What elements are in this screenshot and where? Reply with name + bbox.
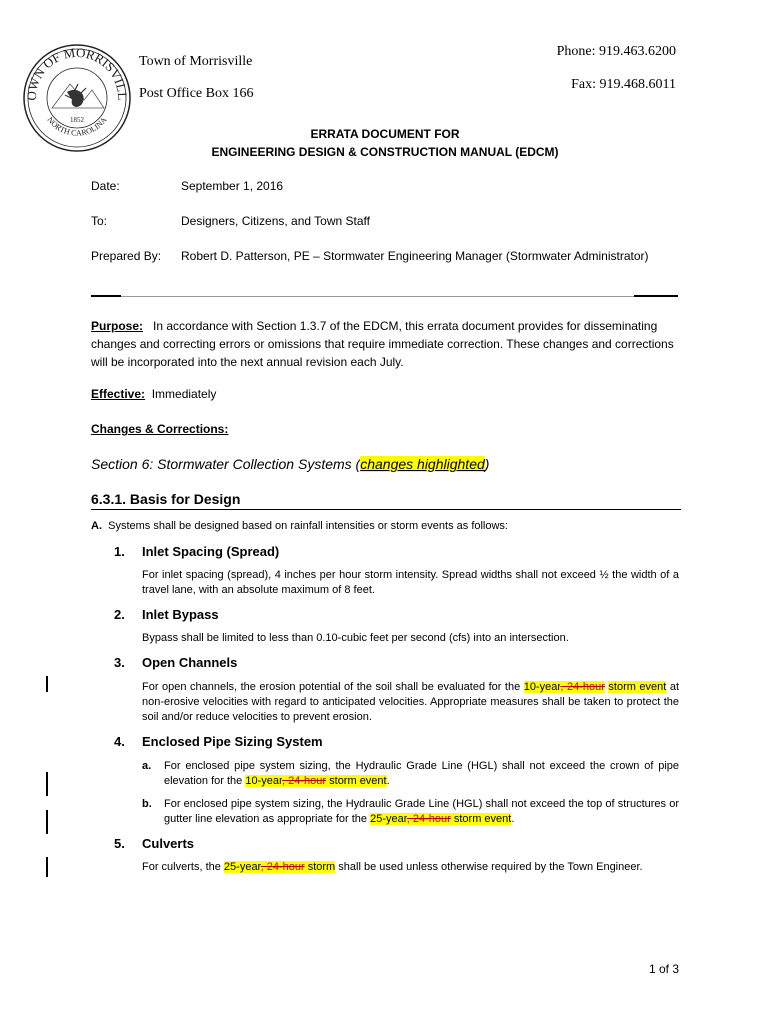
date-label: Date: [91,179,120,193]
item4a-highlight-1: 10-year [245,775,283,787]
item5-text [142,860,679,875]
date-row [91,179,283,193]
section-title-prefix: Section 6: Stormwater Collection Systems ( [91,456,361,472]
prepared-label: Prepared By: [91,249,162,263]
item3-deleted: , 24-hour [560,681,605,693]
item4b-end: . [511,813,515,825]
separator-line-right [634,295,678,297]
page-number: 1 of 3 [648,962,679,976]
prepared-value: Robert D. Patterson, PE – Stormwater Engineering Manager (Stormwater Administrator) [181,249,649,263]
section-title [91,456,489,472]
separator-line-left [91,295,121,297]
item2-text: Bypass shall be limited to less than 0.10-cubic feet per second (cfs) into an intersection. [142,632,569,644]
item5-title: Culverts [142,836,195,851]
separator-line [91,296,678,297]
po-box: Post Office Box 166 [139,86,254,101]
to-row [91,214,370,228]
phone: Phone: 919.463.6200 [556,44,676,59]
change-bar [46,810,48,834]
seal-top-text: OWN OF MORRISVILL [23,44,131,101]
item4a-end: . [386,775,390,787]
section-title-highlight: changes highlighted [360,456,485,472]
change-bar [46,676,48,692]
item-a-text: Systems shall be designed based on rainfall intensities or storm events as follows: [108,520,508,532]
item5-deleted: , 24-hour [260,861,305,873]
item4a-text-main: For enclosed pipe system sizing, the Hydraulic Grade Line (HGL) shall not exceed the crown of pipe elevation for the [164,760,679,787]
item4a-text [164,759,679,789]
title-line2: ENGINEERING DESIGN & CONSTRUCTION MANUAL (EDCM) [211,145,559,159]
seal-year: 1852 [70,116,84,124]
seal-bottom-text: NORTH CAROLINA [45,115,109,138]
title-line1: ERRATA DOCUMENT FOR [310,127,460,141]
prepared-row [91,249,649,263]
item4b-highlight-2: storm event [450,813,512,825]
item4a-label: a. [142,760,152,772]
item5-text-a: For culverts, the [142,861,224,873]
item5-highlight-2: storm [304,861,336,873]
item4b-highlight-1: 25-year [370,813,407,825]
item-a [91,519,508,534]
item5-text-b: shall be used unless otherwise required by the Town Engineer. [335,861,643,873]
item1-title: Inlet Spacing (Spread) [142,544,280,559]
to-value: Designers, Citizens, and Town Staff [181,214,370,228]
item2-num: 2. [114,607,125,622]
effective-row [91,387,216,401]
change-bar [46,772,48,796]
item4b-deleted: , 24-hour [406,813,451,825]
item4b-text-main: For enclosed pipe system sizing, the Hydraulic Grade Line (HGL) shall not exceed the top of structures or gutter line elevation as appropriate for the [164,798,679,825]
item4b-label: b. [142,798,152,810]
item1-num: 1. [114,544,125,559]
item4b-text [164,797,679,827]
purpose-text: In accordance with Section 1.3.7 of the EDCM, this errata document provides for disseminating changes and correcting errors or omissions that require immediate correction. These changes and corrections will be incorporated into the next annual revision each July. [91,319,674,369]
section-title-suffix: ) [484,456,490,472]
purpose-label: Purpose: [91,319,144,333]
item3-text [142,680,679,725]
item3-highlight-2: storm event [608,681,667,693]
change-bar [46,857,48,877]
fax: Fax: 919.468.6011 [571,77,676,92]
subsection-heading: 6.3.1. Basis for Design [91,491,241,507]
item2-title: Inlet Bypass [142,607,219,622]
item4a-highlight-2: storm event [326,775,387,787]
item5-num: 5. [114,836,125,851]
item4-num: 4. [114,734,125,749]
item-a-label: A. [91,520,102,532]
town-name: Town of Morrisville [139,54,253,69]
subsection-heading-wrap [91,491,681,510]
item3-num: 3. [114,655,125,670]
effective-text: Immediately [151,387,217,401]
item3-text-b: at non-erosive velocities with regard to anticipated velocities. Appropriate measures shall be taken to protect the soil and/or reduce velocities to prevent erosion. [142,681,680,723]
item3-text-a: For open channels, the erosion potential of the soil shall be evaluated for the [142,681,524,693]
item4a-deleted: , 24-hour [282,775,327,787]
effective-label: Effective: [91,387,146,401]
item3-title: Open Channels [142,655,238,670]
item4-title: Enclosed Pipe Sizing System [142,734,323,749]
item5-highlight-1: 25-year [223,861,261,873]
item3-highlight-1: 10-year [523,681,561,693]
purpose-paragraph [91,317,678,371]
item1-text: For inlet spacing (spread), 4 inches per hour storm intensity. Spread widths shall not exceed ½ the width of a travel lane, with an absolute maximum of 8 feet. [142,569,679,596]
to-label: To: [91,214,108,228]
date-value: September 1, 2016 [181,179,284,193]
changes-label: Changes & Corrections: [91,422,229,436]
